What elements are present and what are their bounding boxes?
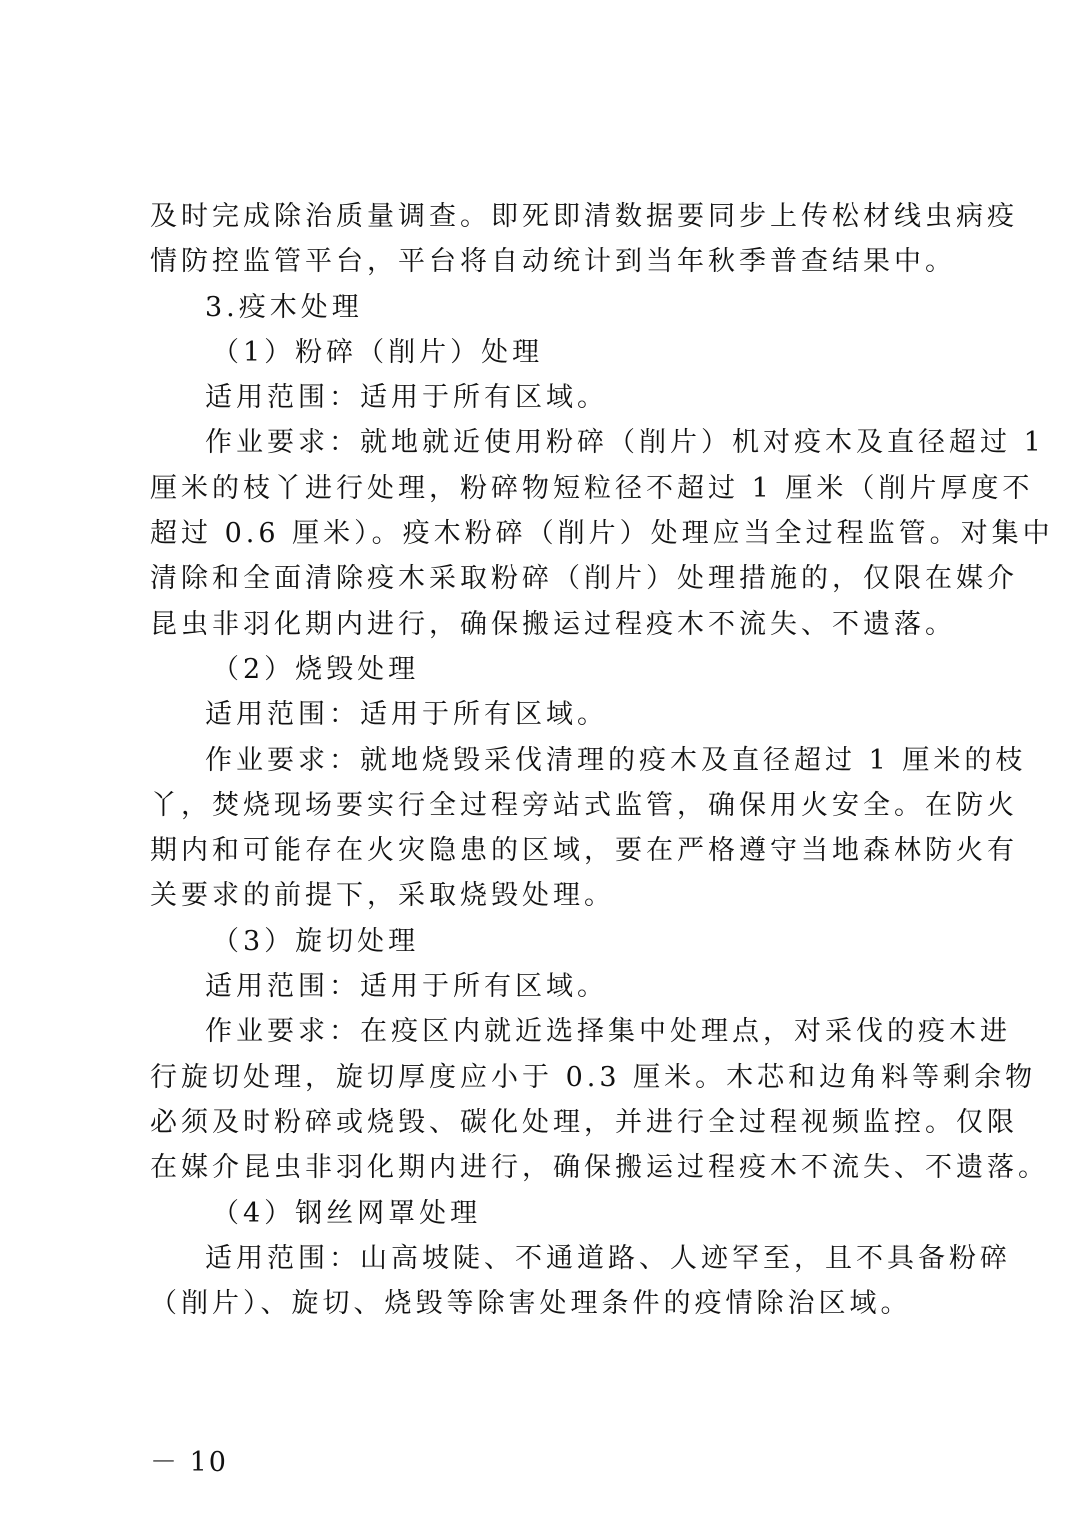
subsection-heading: （1）粉碎（削片）处理 <box>212 336 544 368</box>
paragraph-line: 适用范围：适用于所有区域。 <box>205 699 608 731</box>
paragraph-line: 关要求的前提下，采取烧毁处理。 <box>150 880 615 912</box>
paragraph-line: 作业要求：就地烧毁采伐清理的疫木及直径超过 1 厘米的枝 <box>205 744 1027 776</box>
section-heading: 3.疫木处理 <box>205 291 363 323</box>
subsection-heading: （3）旋切处理 <box>212 925 420 957</box>
paragraph-line: 清除和全面清除疫木采取粉碎（削片）处理措施的，仅限在媒介 <box>150 563 1018 595</box>
subsection-heading: （2）烧毁处理 <box>212 653 420 685</box>
paragraph-line: 行旋切处理，旋切厚度应小于 0.3 厘米。木芯和边角料等剩余物 <box>150 1061 1037 1093</box>
paragraph-line: 期内和可能存在火灾隐患的区域，要在严格遵守当地森林防火有 <box>150 835 1018 867</box>
paragraph-line: 超过 0.6 厘米）。疫木粉碎（削片）处理应当全过程监管。对集中 <box>150 518 1054 550</box>
paragraph-line: （削片）、旋切、烧毁等除害处理条件的疫情除治区域。 <box>150 1288 912 1320</box>
paragraph-line: 及时完成除治质量调查。即死即清数据要同步上传松材线虫病疫 <box>150 201 1018 232</box>
paragraph-line: 昆虫非羽化期内进行，确保搬运过程疫木不流失、不遗落。 <box>150 608 956 640</box>
paragraph-line: 在媒介昆虫非羽化期内进行，确保搬运过程疫木不流失、不遗落。 <box>150 1152 1049 1184</box>
paragraph-line: 作业要求：在疫区内就近选择集中处理点，对采伐的疫木进 <box>205 1016 1011 1048</box>
paragraph-line: 适用范围：山高坡陡、不通道路、人迹罕至，且不具备粉碎 <box>205 1242 1011 1274</box>
paragraph-line: 作业要求：就地就近使用粉碎（削片）机对疫木及直径超过 1 <box>205 427 1045 459</box>
paragraph-line: 必须及时粉碎或烧毁、碳化处理，并进行全过程视频监控。仅限 <box>150 1106 1018 1138</box>
page-number: － 10 <box>150 1447 228 1478</box>
paragraph-line: 适用范围：适用于所有区域。 <box>205 971 608 1003</box>
paragraph-line: 丫，焚烧现场要实行全过程旁站式监管，确保用火安全。在防火 <box>150 789 1018 821</box>
paragraph-line: 情防控监管平台，平台将自动统计到当年秋季普查结果中。 <box>150 246 956 278</box>
subsection-heading: （4）钢丝网罩处理 <box>212 1197 482 1229</box>
body-text <box>150 194 1054 1326</box>
paragraph-line: 适用范围：适用于所有区域。 <box>205 382 608 414</box>
paragraph-line: 厘米的枝丫进行处理，粉碎物短粒径不超过 1 厘米（削片厚度不 <box>150 472 1034 504</box>
